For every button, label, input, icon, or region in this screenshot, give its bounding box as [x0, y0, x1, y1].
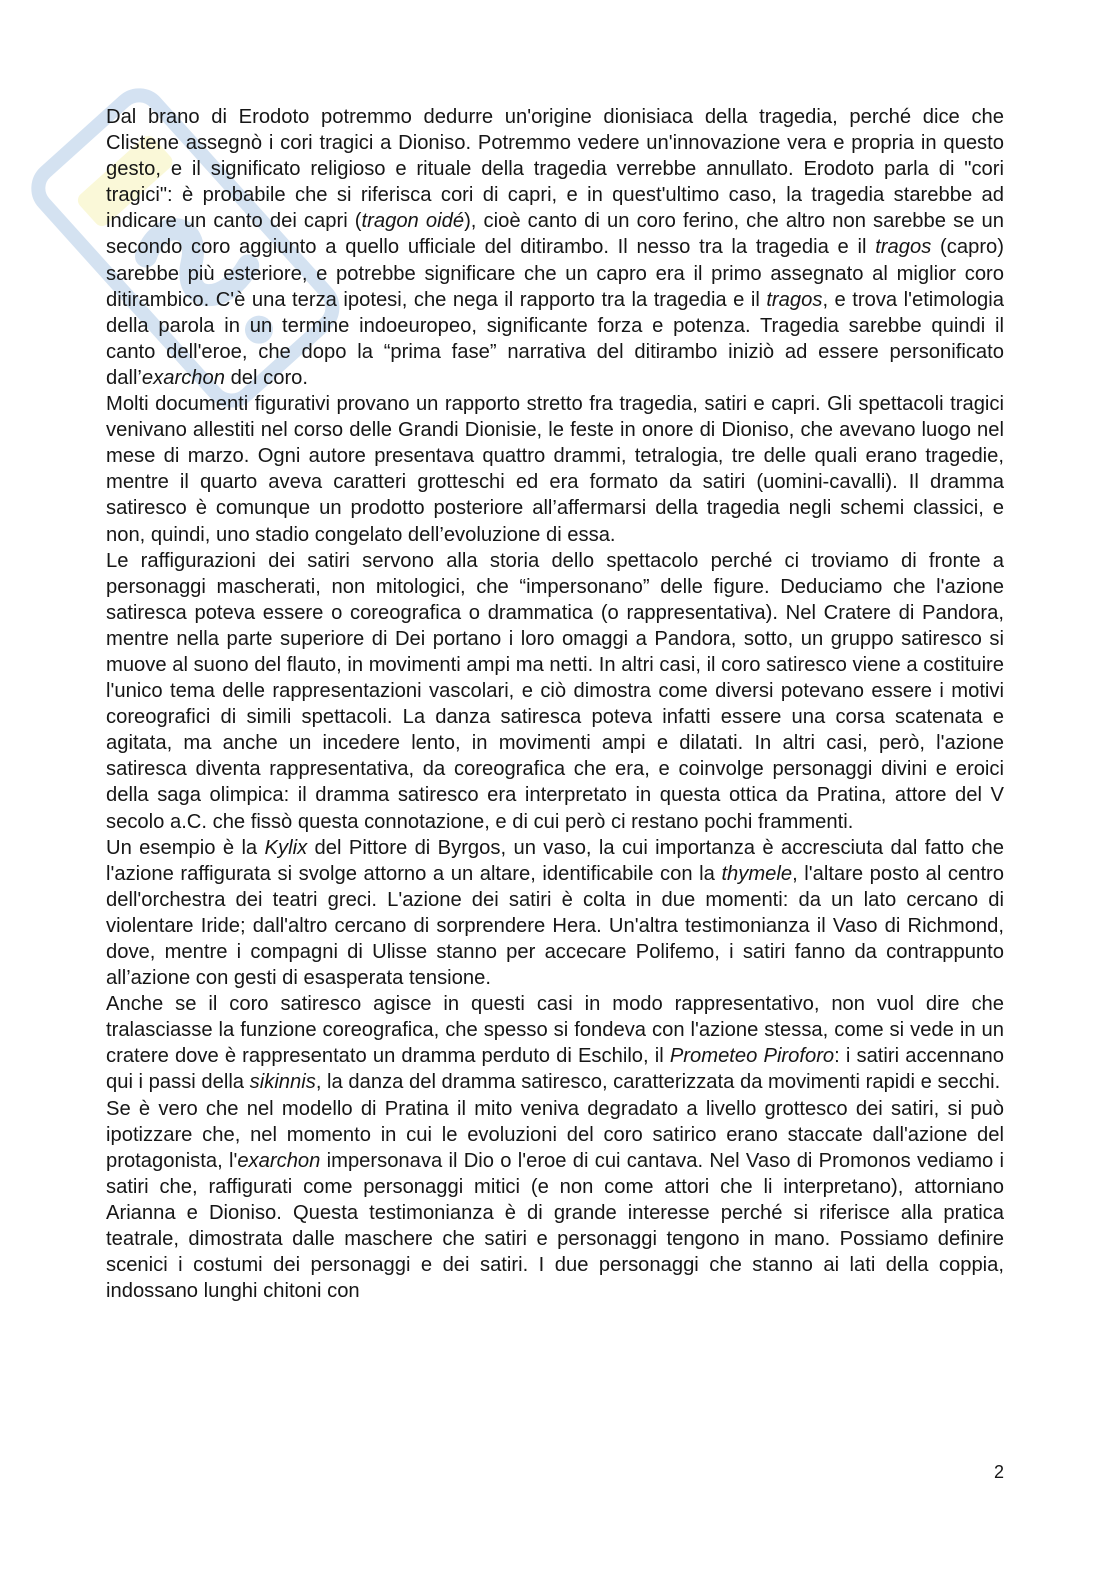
paragraph [106, 835, 1004, 992]
italic-term: thymele [721, 862, 793, 885]
text-run: del Pittore di Byrgos, un vaso, la cui importanza è accresciuta dal fatto che l'azione raffigurata si svolge attorno a un altare, identificabile con la [106, 836, 1004, 885]
text-run: Un esempio è la [106, 836, 265, 859]
paragraph [106, 991, 1004, 1095]
italic-term: Prometeo Piroforo [669, 1045, 835, 1068]
paragraph [106, 391, 1004, 548]
italic-term: Kylix [264, 836, 308, 859]
text-run: Se è vero che nel modello di Pratina il mito veniva degradato a livello grottesco dei satiri, si può ipotizzare che, nel momento in cui le evoluzioni del coro satirico erano staccate dall'azione del protagonista, l' [106, 1097, 1004, 1172]
text-run: del coro. [224, 366, 309, 389]
text-run: , la danza del dramma satiresco, caratterizzata da movimenti rapidi e secchi. [315, 1071, 1001, 1094]
text-run: (capro) sarebbe più esteriore, e potrebbe significare che un capro era il primo assegnato al miglior coro ditirambico. C'è una terza ipotesi, che nega il rapporto tra la tragedia e il [106, 236, 1004, 311]
body-text [106, 104, 1004, 1304]
text-run: Le raffigurazioni dei satiri servono alla storia dello spettacolo perché ci troviamo di fronte a personaggi mascherati, non mitologici, che “impersonano” delle figure. Deduciamo che l'azione satiresca poteva essere o coreografica o drammatica (o rappresentativa). Nel Cratere di Pandora, mentre nella parte superiore di Dei portano i loro omaggi a Pandora, sotto, un gruppo satiresco si muove al suono del flauto, in movimenti ampi ma netti. In altri casi, il coro satiresco viene a costituire l'unico tema delle rappresentazioni vascolari, e ciò dimostra come diversi potevano essere i motivi coreografici di simili spettacoli. La danza satiresca poteva infatti essere una corsa scatenata e agitata, ma anche un incedere lento, in movimenti ampi e dilatati. In altri casi, però, l'azione satiresca diventa rappresentativa, da coreografica che era, e coinvolge personaggi divini e eroici della saga olimpica: il dramma satiresco era interpretato in questa ottica da Pratina, attore del V secolo a.C. che fissò questa connotazione, e di cui però ci restano pochi frammenti. [106, 549, 1004, 833]
text-run: : i satiri accennano qui i passi della [106, 1045, 1004, 1094]
italic-term: exarchon [141, 366, 225, 389]
italic-term: tragon oidé [361, 210, 465, 233]
text-run: Anche se il coro satiresco agisce in questi casi in modo rappresentativo, non vuol dire che tralasciasse la funzione coreografica, che spesso si fondeva con l'azione stessa, come si vede in un cratere dove è rappresentato un dramma perduto di Eschilo, il [106, 993, 1004, 1068]
text-run: , e trova l'etimologia della parola in un termine indoeuropeo, significante forza e potenza. Tragedia sarebbe quindi il canto dell'eroe, che dopo la “prima fase” narrativa del ditirambo iniziò ad essere personificato dall’ [106, 288, 1004, 389]
italic-term: exarchon [237, 1149, 321, 1172]
text-run: , l'altare posto al centro dell'orchestra dei teatri greci. L'azione dei satiri è colta in due momenti: da un lato cercano di violentare Iride; dall'altro cercano di sorprendere Hera. Un'altra testimonianza il Vaso di Richmond, dove, mentre i compagni di Ulisse stanno per accecare Polifemo, i satiri fanno da contrappunto all’azione con gesti di esasperata tensione. [106, 862, 1005, 990]
paragraph [106, 548, 1004, 835]
text-run: Molti documenti figurativi provano un rapporto stretto fra tragedia, satiri e capri. Gli spettacoli tragici venivano allestiti nel corso delle Grandi Dionisie, le feste in onore di Dioniso, che avevano luogo nel mese di marzo. Ogni autore presentava quattro drammi, tetralogia, tre delle quali erano tragedie, mentre il quarto aveva caratteri grotteschi ed era formato da satiri (uomini-cavalli). Il dramma satiresco è comunque un prodotto posteriore all’affermarsi della tragedia negli schemi classici, e non, quindi, uno stadio congelato dell’evoluzione di essa. [106, 393, 1004, 546]
page-number: 2 [993, 1462, 1004, 1482]
italic-term: tragos [766, 288, 823, 311]
text-run: ), cioè canto di un coro ferino, che altro non sarebbe se un secondo coro aggiunto a quello ufficiale del ditirambo. Il nesso tra la tragedia e il [106, 210, 1004, 259]
italic-term: tragos [875, 236, 932, 259]
paragraph [106, 104, 1004, 391]
italic-term: sikinnis [249, 1071, 316, 1094]
text-run: Dal brano di Erodoto potremmo dedurre un'origine dionisiaca della tragedia, perché dice che Clistene assegnò i cori tragici a Dioniso. Potremmo vedere un'innovazione vera e propria in questo gesto, e il significato religioso e rituale della tragedia verrebbe annullato. Erodoto parla di "cori tragici": è probabile che si riferisca cori di capri, e in quest'ultimo caso, la tragedia starebbe ad indicare un canto dei capri ( [106, 106, 1004, 233]
paragraph [106, 1096, 1004, 1305]
text-run: impersonava il Dio o l'eroe di cui cantava. Nel Vaso di Promonos vediamo i satiri che, raffigurati come personaggi mitici (e non come attori che li interpretano), attorniano Arianna e Dioniso. Questa testimonianza è di grande interesse perché si riferisce alla pratica teatrale, dimostrata dalle maschere che satiri e personaggi tengono in mano. Possiamo definire scenici i costumi dei personaggi e dei satiri. I due personaggi che stanno ai lati della coppia, indossano lunghi chitoni con [106, 1149, 1004, 1303]
